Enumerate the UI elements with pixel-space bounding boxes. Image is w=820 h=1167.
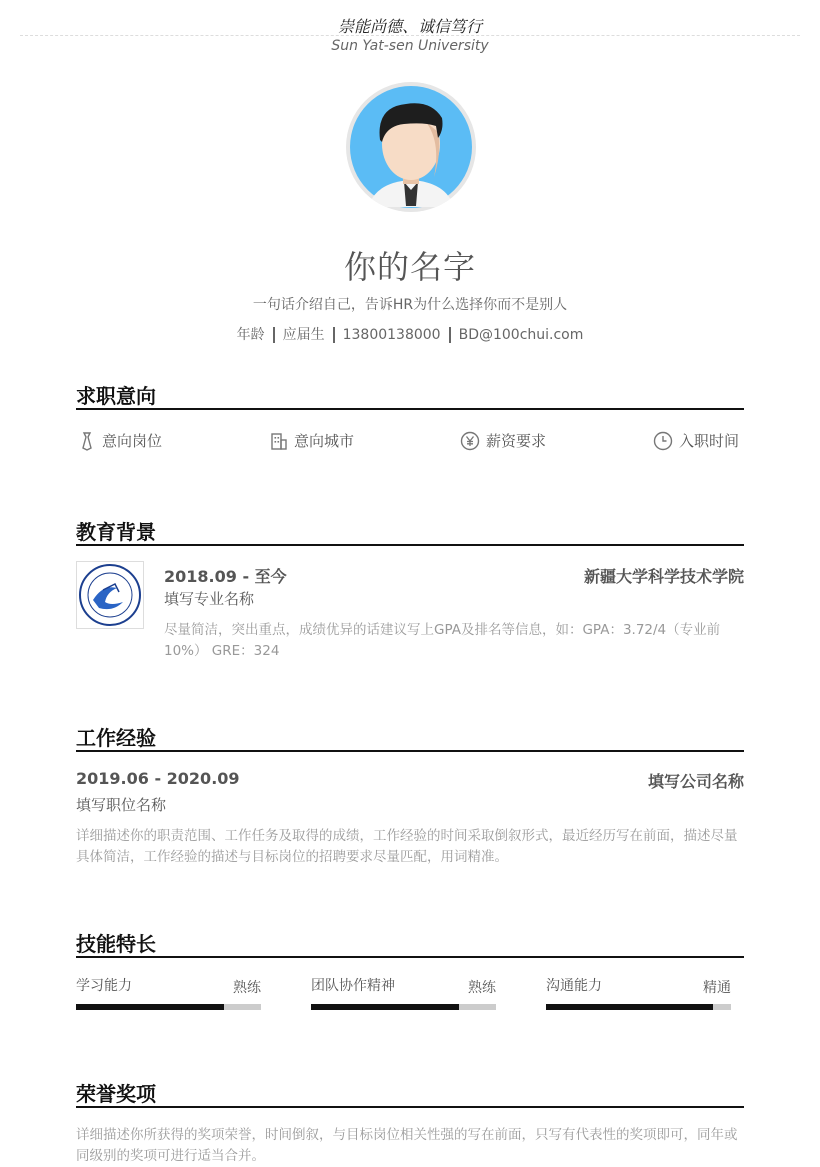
school-logo: [76, 561, 144, 629]
education-date: 2018.09 - 至今: [164, 567, 287, 586]
clock-icon: [653, 431, 673, 451]
education-description: 尽量简洁，突出重点，成绩优异的话建议写上GPA及排名等信息，如：GPA：3.72/4（专业前10%） GRE：324: [164, 622, 721, 659]
section-title-skills: 技能特长: [76, 928, 744, 958]
intent-salary: [460, 430, 546, 451]
separator: [333, 327, 335, 343]
motto-subtitle: Sun Yat-sen University: [331, 38, 489, 54]
divider: [20, 35, 800, 36]
education-school: 新疆大学科学技术学院: [583, 567, 744, 586]
contact-line: [0, 324, 820, 344]
skill-name: 学习能力: [76, 978, 132, 994]
separator: [449, 327, 451, 343]
separator: [273, 327, 275, 343]
skill-bar-fill: [546, 1004, 713, 1010]
work-company: 填写公司名称: [647, 772, 744, 791]
skill-bar: [311, 1004, 496, 1010]
skill-bar-fill: [76, 1004, 224, 1010]
avatar: [346, 82, 476, 212]
person-name: 你的名字: [343, 248, 476, 286]
skill-bar: [546, 1004, 731, 1010]
skill-level: 熟练: [468, 980, 496, 996]
honors-description: 详细描述你所获得的奖项荣誉，时间倒叙，与目标岗位相关性强的写在前面，只写有代表性的奖项即可，同年或同级别的奖项可进行适当合并。: [76, 1127, 738, 1164]
intent-label: 意向岗位: [102, 432, 163, 450]
intent-label: 入职时间: [679, 432, 740, 450]
skill-name: 沟通能力: [546, 978, 602, 994]
work-date: 2019.06 - 2020.09: [76, 769, 240, 788]
tie-icon: [78, 431, 96, 451]
phone: 13800138000: [342, 327, 441, 343]
self-intro: 一句话介绍自己，告诉HR为什么选择你而不是别人: [252, 297, 568, 313]
age: 年龄: [236, 327, 265, 343]
intent-start-time: [653, 430, 739, 451]
skill-name: 团队协作精神: [311, 978, 395, 994]
status: 应届生: [282, 327, 325, 343]
work-description: 详细描述你的职责范围、工作任务及取得的成绩，工作经验的时间采取倒叙形式，最近经历写在前面，描述尽量具体简洁，工作经验的描述与目标岗位的招聘要求尽量匹配，用词精准。: [76, 828, 738, 865]
section-title-intent: 求职意向: [76, 380, 744, 410]
building-icon: [270, 431, 288, 451]
intent-label: 薪资要求: [486, 432, 547, 450]
education-major: 填写专业名称: [164, 590, 255, 608]
skill-bar: [76, 1004, 261, 1010]
section-title-honors: 荣誉奖项: [76, 1078, 744, 1108]
intent-position: [78, 430, 162, 451]
skill-level: 精通: [703, 980, 731, 996]
yen-icon: [460, 431, 480, 451]
intent-city: [270, 430, 354, 451]
skill-bar-fill: [311, 1004, 459, 1010]
motto: 崇能尚德、诚信笃行: [337, 17, 482, 36]
section-title-work: 工作经验: [76, 722, 744, 752]
work-position: 填写职位名称: [76, 796, 167, 814]
email: BD@100chui.com: [458, 327, 584, 343]
intent-label: 意向城市: [294, 432, 355, 450]
section-title-education: 教育背景: [76, 516, 744, 546]
skill-level: 熟练: [233, 980, 261, 996]
